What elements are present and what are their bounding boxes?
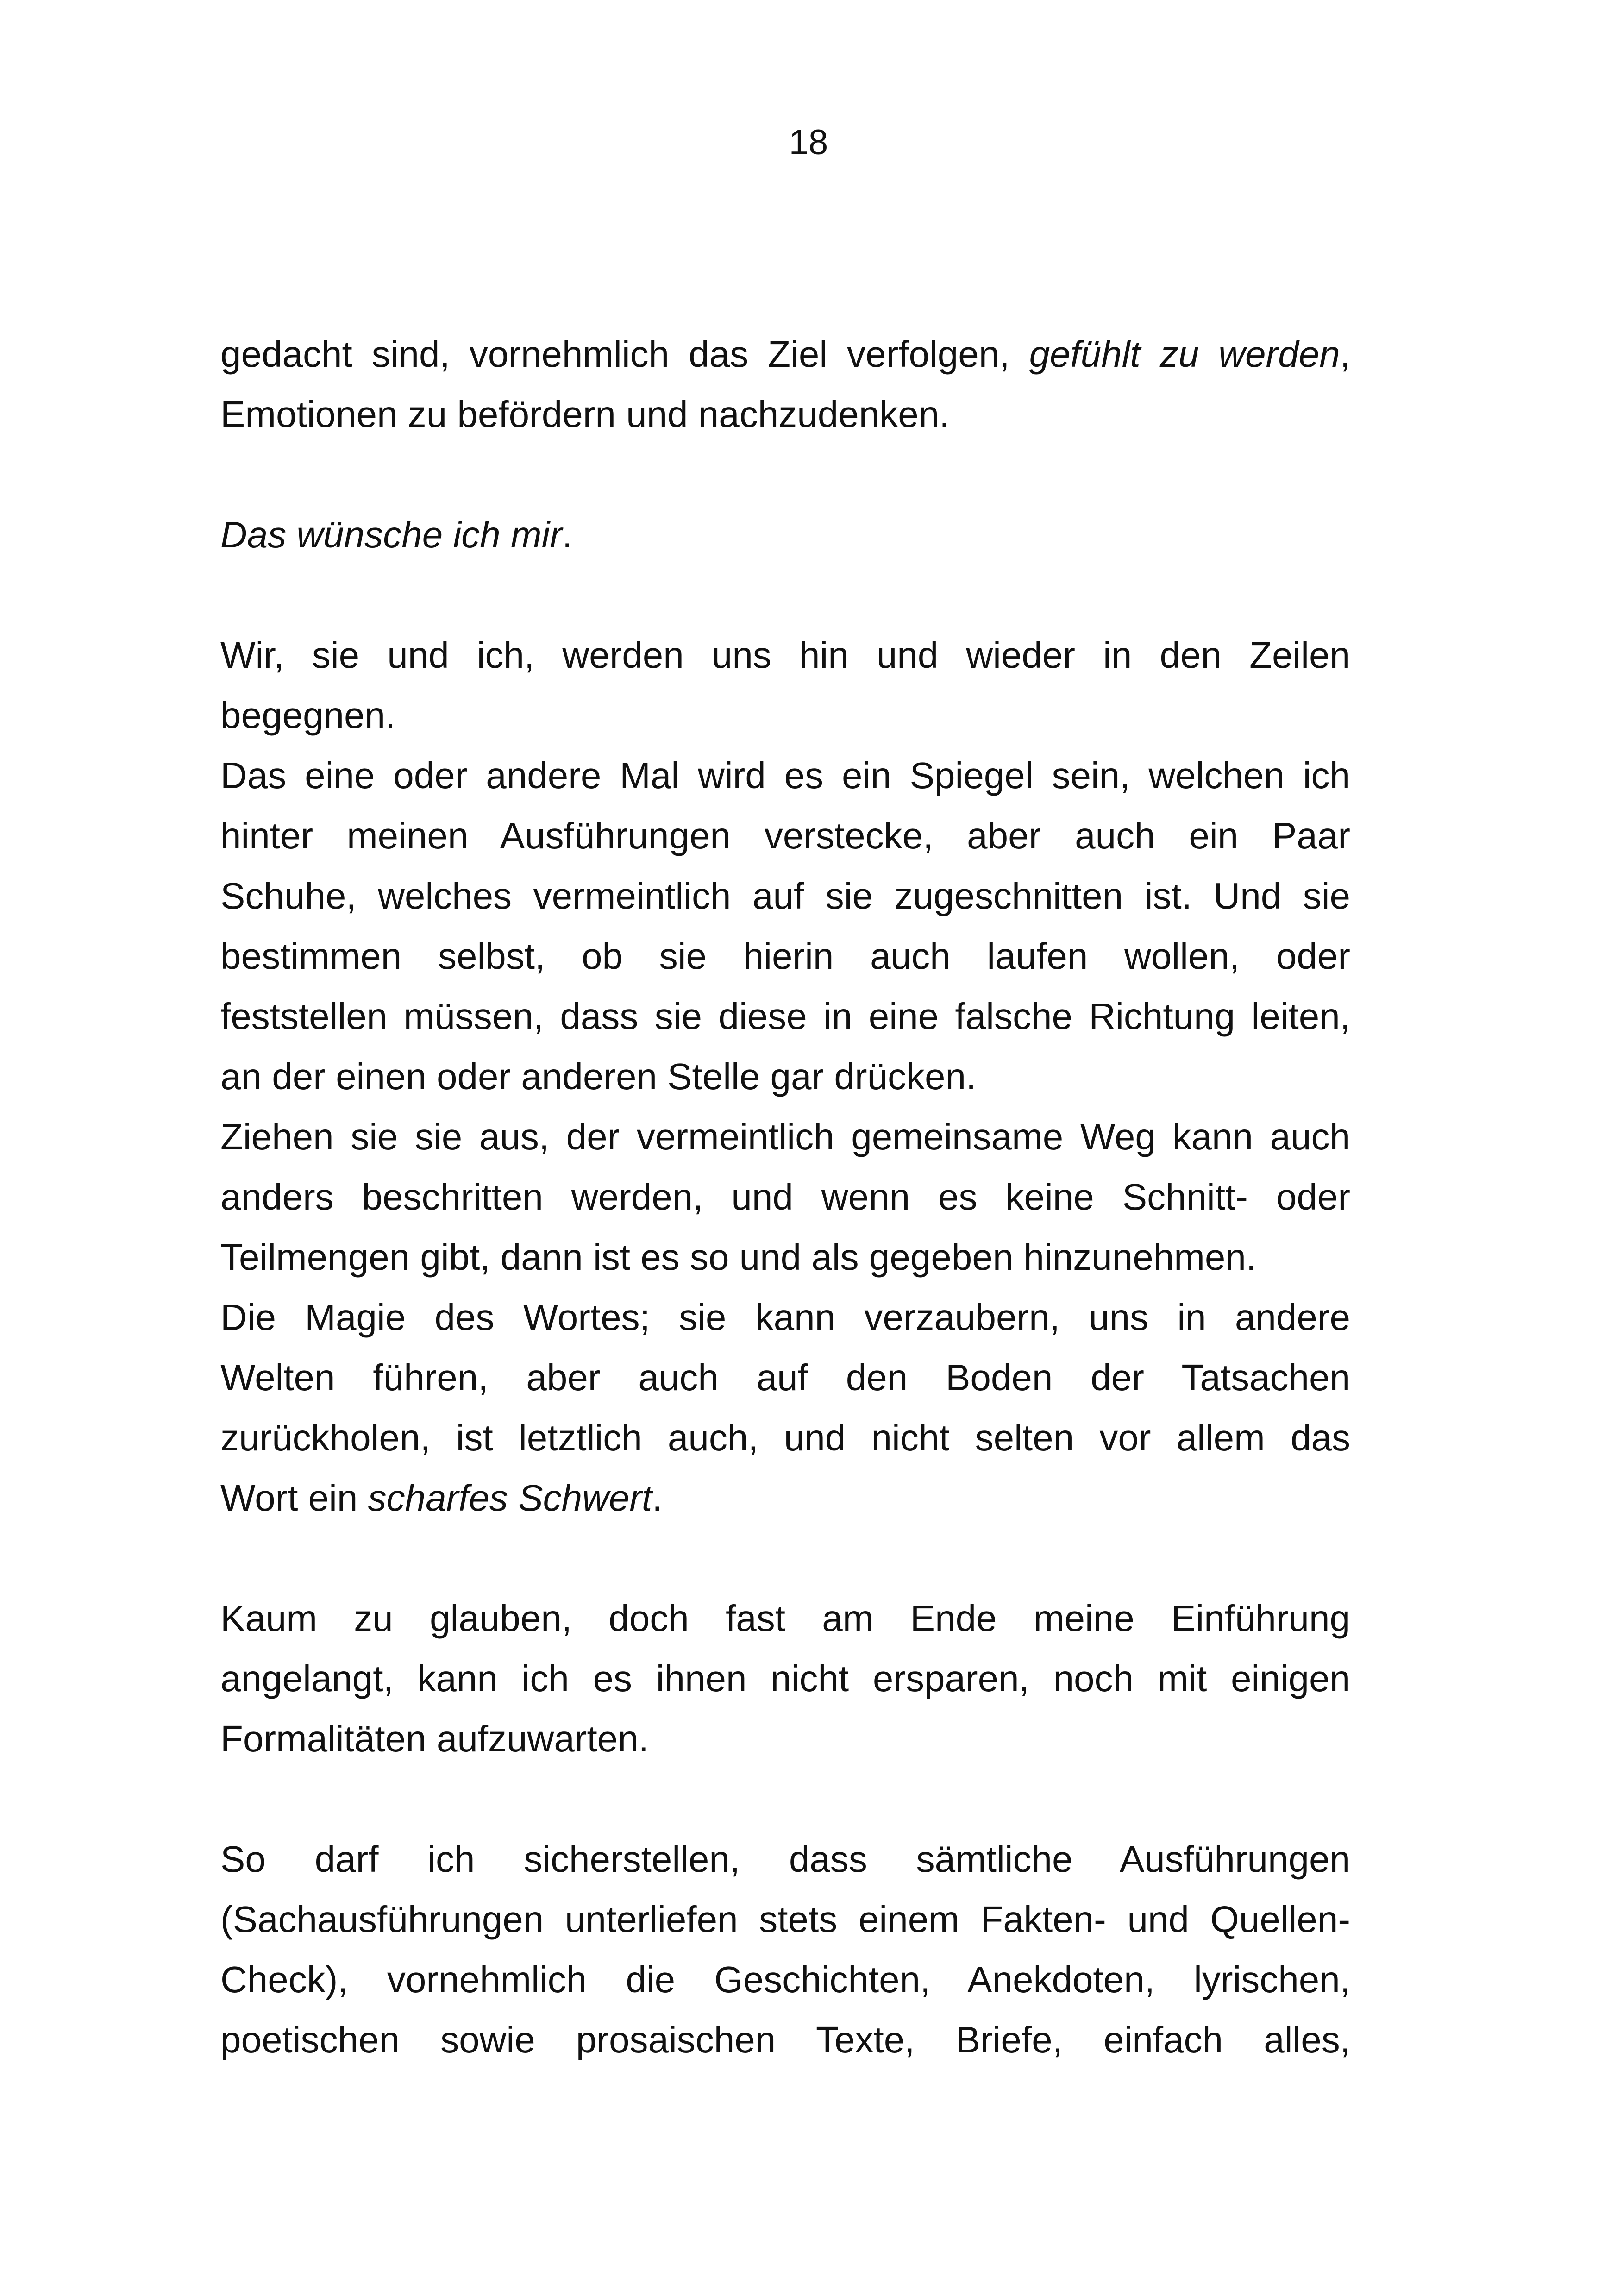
text-line: bestimmen selbst, ob sie hierin auch laufen wollen, oder — [220, 935, 1350, 977]
paragraph-2 — [220, 505, 1350, 565]
text-line: Check), vornehmlich die Geschichten, Anekdoten, lyrischen, — [220, 1959, 1350, 2000]
text-run: gedacht sind, vornehmlich das Ziel verfolgen, — [220, 333, 1029, 375]
text-line: Das eine oder andere Mal wird es ein Spiegel sein, welchen ich — [220, 755, 1350, 796]
text-line: Kaum zu glauben, doch fast am Ende meine Einführung — [220, 1598, 1350, 1639]
text-line — [220, 505, 1350, 565]
emphasis-text: Das wünsche ich mir — [220, 514, 563, 555]
paragraph-1 — [220, 324, 1350, 445]
text-run: . — [652, 1477, 663, 1518]
paragraph-3 — [220, 625, 1350, 1528]
text-line: angelangt, kann ich es ihnen nicht ersparen, noch mit einigen — [220, 1658, 1350, 1699]
text-line: Ziehen sie sie aus, der vermeintlich gemeinsame Weg kann auch — [220, 1116, 1350, 1157]
text-line: (Sachausführungen unterliefen stets einem Fakten- und Quellen- — [220, 1899, 1350, 1940]
emphasis-text: scharfes Schwert — [368, 1477, 652, 1518]
paragraph-4 — [220, 1588, 1350, 1769]
text-line: So darf ich sicherstellen, dass sämtliche Ausführungen — [220, 1838, 1350, 1880]
text-line: hinter meinen Ausführungen verstecke, aber auch ein Paar — [220, 815, 1350, 856]
paragraph-5 — [220, 1829, 1350, 2070]
text-line: Formalitäten aufzuwarten. — [220, 1718, 649, 1759]
text-line: anders beschritten werden, und wenn es keine Schnitt- oder — [220, 1176, 1350, 1217]
text-line: Schuhe, welches vermeintlich auf sie zugeschnitten ist. Und sie — [220, 875, 1350, 916]
page-number: 18 — [789, 123, 828, 162]
text-line — [220, 1468, 1350, 1528]
text-line: zurückholen, ist letztlich auch, und nicht selten vor allem das — [220, 1417, 1350, 1458]
text-line: Teilmengen gibt, dann ist es so und als gegeben hinzunehmen. — [220, 1236, 1257, 1278]
text-run: Wort ein — [220, 1477, 368, 1518]
text-line — [220, 324, 1350, 384]
body-text — [220, 324, 1350, 2070]
text-line: feststellen müssen, dass sie diese in eine falsche Richtung leiten, — [220, 996, 1350, 1037]
text-run: . — [562, 514, 573, 555]
text-line: an der einen oder anderen Stelle gar drücken. — [220, 1056, 977, 1097]
text-line: Wir, sie und ich, werden uns hin und wieder in den Zeilen — [220, 634, 1350, 676]
text-line: Welten führen, aber auch auf den Boden der Tatsachen — [220, 1357, 1350, 1398]
text-run: , — [1340, 333, 1350, 375]
text-line: poetischen sowie prosaischen Texte, Briefe, einfach alles, — [220, 2019, 1350, 2060]
text-line: Die Magie des Wortes; sie kann verzaubern, uns in andere — [220, 1297, 1350, 1338]
text-line: Emotionen zu befördern und nachzudenken. — [220, 394, 950, 435]
text-line: begegnen. — [220, 695, 396, 736]
emphasis-text: gefühlt zu werden — [1029, 333, 1340, 375]
